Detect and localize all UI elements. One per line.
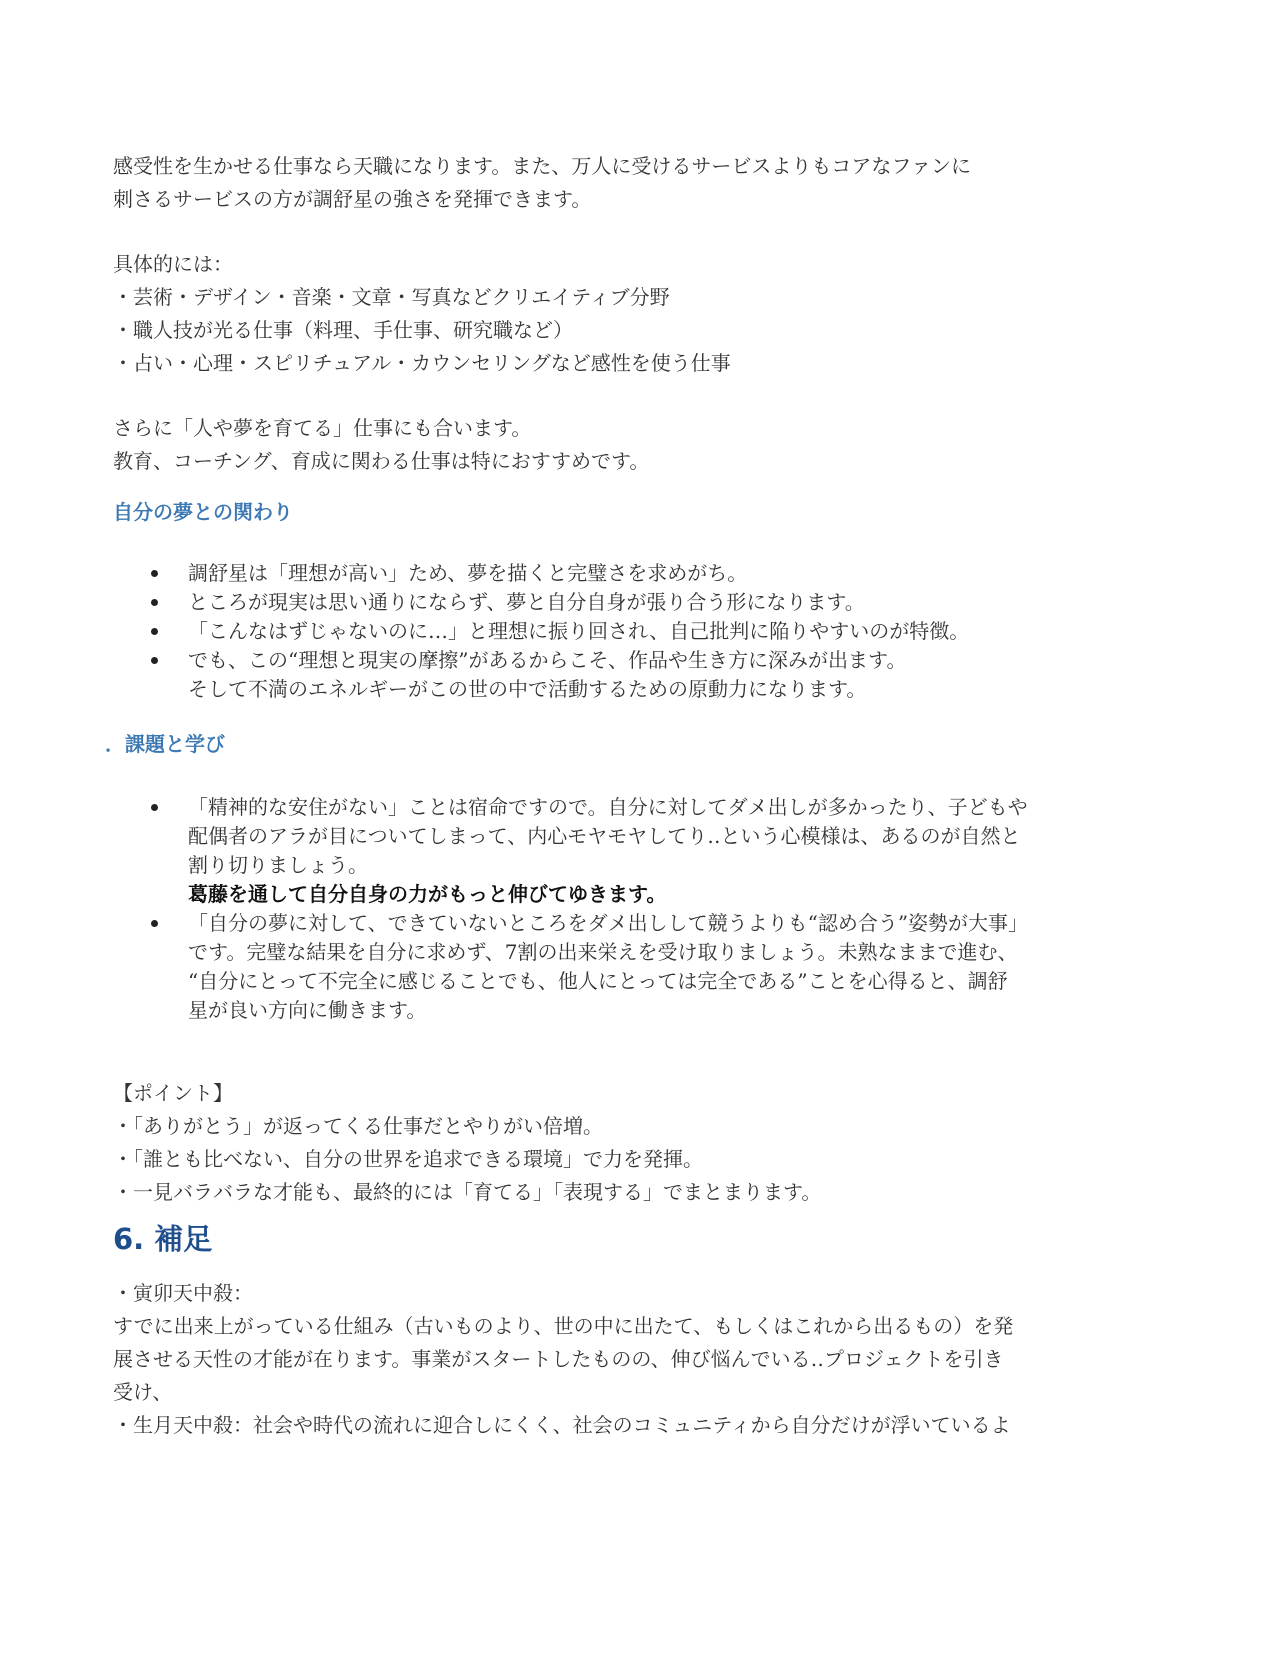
supplement-text: 展させる天性の才能が在ります。事業がスタートしたものの、伸び悩んでいる‥プロジェクトを引き: [113, 1347, 1004, 1371]
bullet-emphasis-text: 葛藤を通して自分自身の力がもっと伸びてゆきます。: [188, 882, 667, 906]
intro-line: 刺さるサービスの方が調舒星の強さを発揮できます。: [113, 187, 592, 211]
specifics-item: ・占い・心理・スピリチュアル・カウンセリングなど感性を使う仕事: [113, 351, 731, 375]
dream-bullet-list: [113, 559, 1193, 704]
specifics-item: ・職人技が光る仕事（料理、手仕事、研究職など）: [113, 318, 573, 342]
bullet-icon: [151, 570, 158, 577]
points-title: 【ポイント】: [113, 1081, 233, 1105]
supplement-text: すでに出来上がっている仕組み（古いものより、世の中に出たて、もしくはこれから出るもの）を発: [113, 1314, 1014, 1338]
spacer: [113, 761, 1193, 793]
bullet-text: 「こんなはずじゃないのに…」と理想に振り回され、自己批判に陥りやすいのが特徴。: [188, 619, 970, 643]
nurture-line: さらに「人や夢を育てる」仕事にも合います。: [113, 416, 532, 440]
supplement-item-label: ・寅卯天中殺：: [113, 1281, 253, 1305]
bullet-text: 星が良い方向に働きます。: [188, 998, 427, 1022]
list-item: [113, 559, 1193, 588]
bullet-text: ところが現実は思い通りにならず、夢と自分自身が張り合う形になります。: [188, 590, 865, 614]
spacer: [113, 1025, 1193, 1077]
list-item: [113, 909, 1193, 1025]
supplement-text: 受け、: [113, 1380, 173, 1404]
bullet-text: 「自分の夢に対して、できていないところをダメ出しして競うよりも“認め合う”姿勢が大事」: [188, 911, 1029, 935]
spacer: [113, 216, 1193, 248]
dream-section-heading: 自分の夢との関わり: [113, 500, 293, 524]
challenge-bullet-list: [113, 793, 1193, 1025]
document-page: [105, 150, 1193, 1442]
challenge-section-heading: ．課題と学び: [105, 732, 225, 756]
nurture-line: 教育、コーチング、育成に関わる仕事は特におすすめです。: [113, 449, 650, 473]
points-item: ・「ありがとう」が返ってくる仕事だとやりがい倍増。: [113, 1114, 603, 1138]
bullet-icon: [151, 804, 158, 811]
section-title: 6. 補足: [113, 1222, 213, 1256]
spacer: [113, 1259, 1193, 1277]
bullet-text: “自分にとって不完全に感じることでも、他人にとっては完全である”ことを心得ると、調舒: [188, 969, 1008, 993]
spacer: [113, 1209, 1193, 1219]
bullet-icon: [151, 628, 158, 635]
bullet-icon: [151, 920, 158, 927]
spacer: [113, 704, 1193, 728]
specifics-lead: 具体的には：: [113, 252, 233, 276]
list-item: [113, 588, 1193, 617]
supplement-item: ・生月天中殺：社会や時代の流れに迎合しにくく、社会のコミュニティから自分だけが浮いているよ: [113, 1413, 1011, 1437]
bullet-icon: [151, 657, 158, 664]
bullet-text: そして不満のエネルギーがこの世の中で活動するための原動力になります。: [188, 677, 867, 701]
bullet-text: 割り切りましょう。: [188, 853, 368, 877]
bullet-text: 調舒星は「理想が高い」ため、夢を描くと完璧さを求めがち。: [188, 561, 748, 585]
spacer: [113, 380, 1193, 412]
points-item: ・一見バラバラな才能も、最終的には「育てる」「表現する」でまとまります。: [113, 1180, 822, 1204]
list-item: [113, 617, 1193, 646]
bullet-icon: [151, 599, 158, 606]
bullet-text: です。完璧な結果を自分に求めず、7割の出来栄えを受け取りましょう。未熟なままで進む、: [188, 940, 1018, 964]
specifics-item: ・芸術・デザイン・音楽・文章・写真などクリエイティブ分野: [113, 285, 670, 309]
spacer: [113, 478, 1193, 496]
spacer: [113, 529, 1193, 559]
bullet-text: でも、この“理想と現実の摩擦”があるからこそ、作品や生き方に深みが出ます。: [188, 648, 907, 672]
bullet-text: 配偶者のアラが目についてしまって、内心モヤモヤしてり‥という心模様は、あるのが自然と: [188, 824, 1021, 848]
list-item: [113, 793, 1193, 909]
intro-line: 感受性を生かせる仕事なら天職になります。また、万人に受けるサービスよりもコアなファンに: [113, 154, 971, 178]
points-item: ・「誰とも比べない、自分の世界を追求できる環境」で力を発揮。: [113, 1147, 703, 1171]
list-item: [113, 646, 1193, 704]
bullet-text: 「精神的な安住がない」ことは宿命ですので。自分に対してダメ出しが多かったり、子どもや: [188, 795, 1028, 819]
